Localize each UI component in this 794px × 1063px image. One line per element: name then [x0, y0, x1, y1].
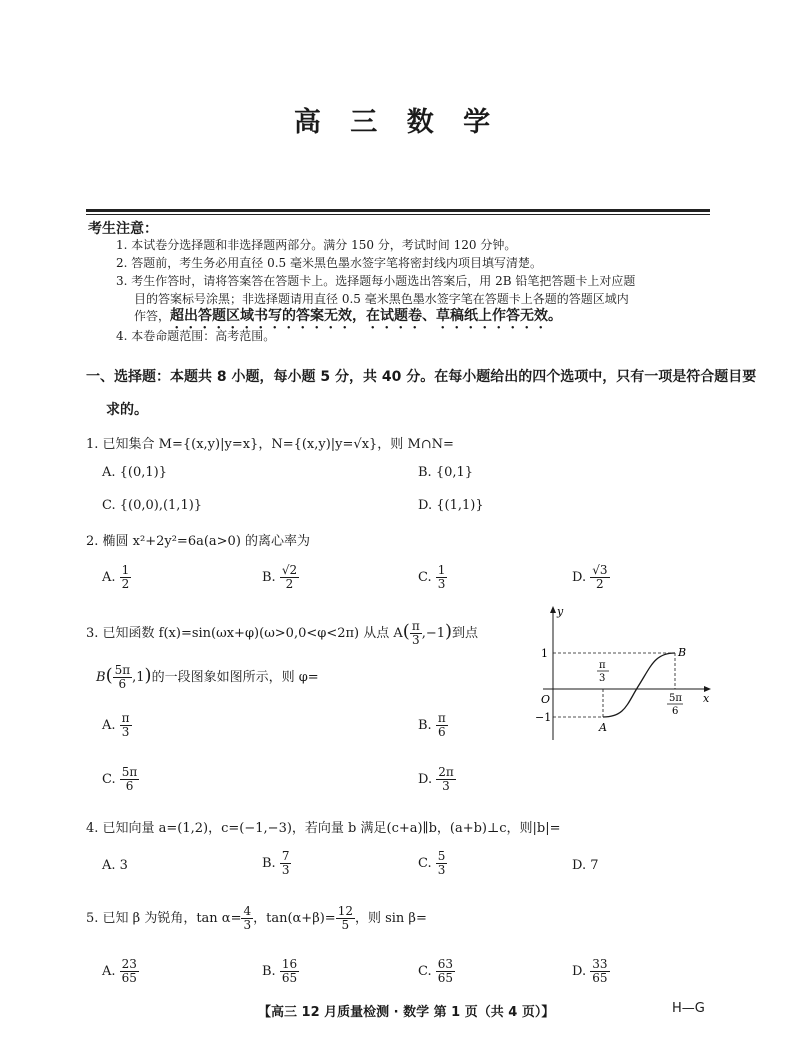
notice-item-4: 4. 本卷命题范围：高考范围。	[116, 329, 276, 343]
fraction-denominator: 3	[243, 918, 252, 932]
q5-stem-text-b: ，tan(α+β)=	[253, 911, 336, 926]
q2-option-c-fraction	[436, 564, 448, 591]
q3-option-a-fraction	[120, 712, 132, 739]
q4-stem: 4. 已知向量 a=(1,2)，c=(−1,−3)，若向量 b 满足(c+a)∥b，(a+b)⊥c，则|b|=	[86, 821, 561, 836]
notice-item-3-line-2: 目的答案标号涂黑；非选择题请用直径 0.5 毫米黑色墨水签字笔在答题卡上各题的答题区域内	[134, 292, 629, 306]
header-rule-thick	[86, 209, 710, 212]
q2-option-b-label: B.	[262, 570, 276, 585]
fraction-denominator: 65	[281, 971, 298, 985]
q2-option-d-fraction	[590, 564, 609, 591]
fraction-numerator: 63	[437, 957, 454, 971]
q3-point-a-x	[410, 620, 422, 647]
q5-option-b-label: B.	[262, 964, 276, 979]
fraction-denominator: 2	[285, 577, 294, 591]
notice-item-3-line-1: 3. 考生作答时，请将答案答在答题卡上。选择题每小题选出答案后，用 2B 铅笔把答题卡上对应题	[116, 274, 636, 288]
notice-heading: 考生注意：	[88, 221, 158, 237]
notice-emphasis: 超出答题区域书写的答案无效，在试题卷、草稿纸上作答无效。	[170, 308, 563, 324]
q3-option-b-fraction	[436, 712, 448, 739]
fraction-denominator: 2	[596, 577, 604, 591]
q3-option-a-label: A.	[102, 718, 116, 733]
q5-option-b	[262, 958, 299, 985]
section-1-header-line-1: 一、选择题：本题共 8 小题，每小题 5 分，共 40 分。在每小题给出的四个选项中，只有一项是符合题目要	[86, 369, 757, 385]
q1-option-a: A. {(0,1)}	[102, 465, 168, 480]
q4-option-c-fraction	[436, 850, 448, 877]
q1-option-c: C. {(0,0),(1,1)}	[102, 498, 203, 513]
x-tick-5pi-over-6-num: 5π	[669, 693, 682, 704]
x-axis-label: x	[703, 692, 710, 705]
fraction-denominator: 3	[121, 725, 130, 739]
paper-code: H—G	[672, 1001, 705, 1016]
q3-option-b-label: B.	[418, 718, 432, 733]
q3-option-b	[418, 712, 448, 739]
q3-option-d	[418, 766, 456, 793]
fraction-denominator: 3	[281, 863, 290, 877]
q3-stem-text-end: 到点	[452, 626, 479, 641]
fraction-numerator: 4	[243, 904, 252, 918]
fraction-denominator: 3	[437, 577, 446, 591]
point-a-label: A	[599, 721, 607, 734]
q2-stem: 2. 椭圆 x²+2y²=6a(a>0) 的离心率为	[86, 534, 311, 549]
q4-option-b-fraction	[280, 850, 292, 877]
fraction-denominator: 65	[437, 971, 454, 985]
fraction-numerator: √3	[592, 563, 608, 577]
q4-option-c	[418, 850, 447, 877]
q2-option-a-label: A.	[102, 570, 116, 585]
fraction-denominator: 6	[437, 725, 446, 739]
q5-stem-text-c: ，则 sin β=	[354, 911, 427, 926]
fraction-numerator: √2	[281, 563, 298, 577]
q5-stem	[86, 905, 427, 932]
q5-option-b-fraction	[280, 958, 299, 985]
q5-option-a-label: A.	[102, 964, 116, 979]
q3-stem-text: 3. 已知函数 f(x)=sin(ωx+φ)(ω>0,0<φ<2π) 从点 A	[86, 626, 403, 641]
q4-option-b	[262, 850, 291, 877]
q3-stem-line-1	[86, 620, 478, 647]
sine-curve	[603, 653, 675, 717]
page-footer: 【高三 12 月质量检测 · 数学 第 1 页（共 4 页）】	[258, 1005, 555, 1020]
q3-option-a	[102, 712, 132, 739]
fraction-numerator: π	[411, 619, 420, 633]
fraction-numerator: π	[121, 711, 130, 725]
q3-option-d-fraction	[436, 766, 456, 793]
fraction-numerator: 7	[281, 849, 290, 863]
q5-tan-alpha-fraction	[241, 905, 253, 932]
notice-item-1: 1. 本试卷分选择题和非选择题两部分。满分 150 分，考试时间 120 分钟。	[116, 238, 517, 252]
q2-option-c-label: C.	[418, 570, 432, 585]
fraction-denominator: 2	[121, 577, 130, 591]
q2-option-b-fraction	[280, 564, 299, 591]
q5-option-a	[102, 958, 139, 985]
fraction-denominator: 5	[341, 918, 350, 932]
fraction-numerator: π	[437, 711, 446, 725]
q5-stem-text-a: 5. 已知 β 为锐角，tan α=	[86, 911, 242, 926]
fraction-denominator: 65	[121, 971, 137, 985]
q3-point-b-y: ,1	[132, 670, 145, 685]
q3-point-b-label: B	[96, 670, 106, 685]
notice-item-2: 2. 答题前，考生务必用直径 0.5 毫米黑色墨水签字笔将密封线内项目填写清楚。	[116, 256, 542, 270]
left-paren: (	[105, 665, 113, 686]
fraction-denominator: 6	[118, 677, 127, 691]
fraction-numerator: 5π	[121, 765, 138, 779]
q5-option-d-fraction	[590, 958, 609, 985]
fraction-denominator: 65	[592, 971, 608, 985]
q5-tan-alpha-beta-fraction	[336, 905, 355, 932]
q3-option-c	[102, 766, 139, 793]
q2-option-c	[418, 564, 447, 591]
fraction-numerator: 16	[281, 957, 298, 971]
x-tick-pi-over-3-num: π	[599, 660, 606, 671]
q3-option-d-label: D.	[418, 772, 433, 787]
q2-option-d-label: D.	[572, 570, 587, 585]
q3-option-c-label: C.	[102, 772, 116, 787]
q2-option-d	[572, 564, 610, 591]
section-1-header-line-2: 求的。	[106, 402, 148, 418]
q5-option-d	[572, 958, 610, 985]
fraction-numerator: 33	[592, 957, 608, 971]
q2-option-a-fraction	[120, 564, 132, 591]
q4-option-a: A. 3	[102, 858, 128, 873]
q5-option-c-label: C.	[418, 964, 432, 979]
notice-item-3-line-3-prefix: 作答，	[134, 309, 171, 323]
q3-sine-graph	[535, 604, 715, 744]
q2-option-b	[262, 564, 299, 591]
fraction-numerator: 12	[337, 904, 353, 918]
fraction-denominator: 3	[437, 863, 446, 877]
fraction-numerator: 1	[121, 563, 130, 577]
q5-option-c-fraction	[436, 958, 455, 985]
q3-option-c-fraction	[120, 766, 140, 793]
q1-stem: 1. 已知集合 M={(x,y)|y=x}，N={(x,y)|y=√x}，则 M∩N=	[86, 437, 454, 452]
header-rule-thin	[86, 214, 710, 215]
fraction-denominator: 6	[125, 779, 134, 793]
q4-option-c-label: C.	[418, 856, 432, 871]
y-tick-one: 1	[541, 647, 548, 660]
y-axis-label: y	[557, 605, 564, 618]
q1-option-d: D. {(1,1)}	[418, 498, 484, 513]
fraction-numerator: 23	[121, 957, 137, 971]
y-tick-neg-one: −1	[535, 711, 552, 724]
q3-stem-text-2: 的一段图象如图所示，则 φ=	[151, 670, 319, 685]
page-title: 高 三 数 学	[293, 107, 501, 138]
origin-label: O	[541, 693, 551, 706]
left-paren: (	[402, 621, 410, 642]
y-axis-arrow-icon	[550, 606, 556, 613]
right-paren: )	[445, 621, 453, 642]
q5-option-d-label: D.	[572, 964, 587, 979]
point-b-label: B	[678, 646, 687, 659]
q1-option-b: B. {0,1}	[418, 465, 474, 480]
q5-option-c	[418, 958, 455, 985]
q4-option-b-label: B.	[262, 856, 276, 871]
fraction-denominator: 3	[411, 633, 420, 647]
q3-point-b-x	[113, 664, 133, 691]
q5-option-a-fraction	[120, 958, 139, 985]
fraction-denominator: 3	[442, 779, 450, 793]
q2-option-a	[102, 564, 131, 591]
x-tick-5pi-over-6-den: 6	[672, 706, 679, 717]
fraction-numerator: 5	[437, 849, 446, 863]
fraction-numerator: 2π	[438, 765, 454, 779]
fraction-numerator: 1	[437, 563, 446, 577]
q3-point-a-y: ,−1	[421, 626, 446, 641]
fraction-numerator: 5π	[114, 663, 131, 677]
x-tick-pi-over-3-den: 3	[599, 673, 606, 684]
right-paren: )	[144, 665, 152, 686]
q4-option-d: D. 7	[572, 858, 599, 873]
q3-stem-line-2	[96, 664, 319, 691]
